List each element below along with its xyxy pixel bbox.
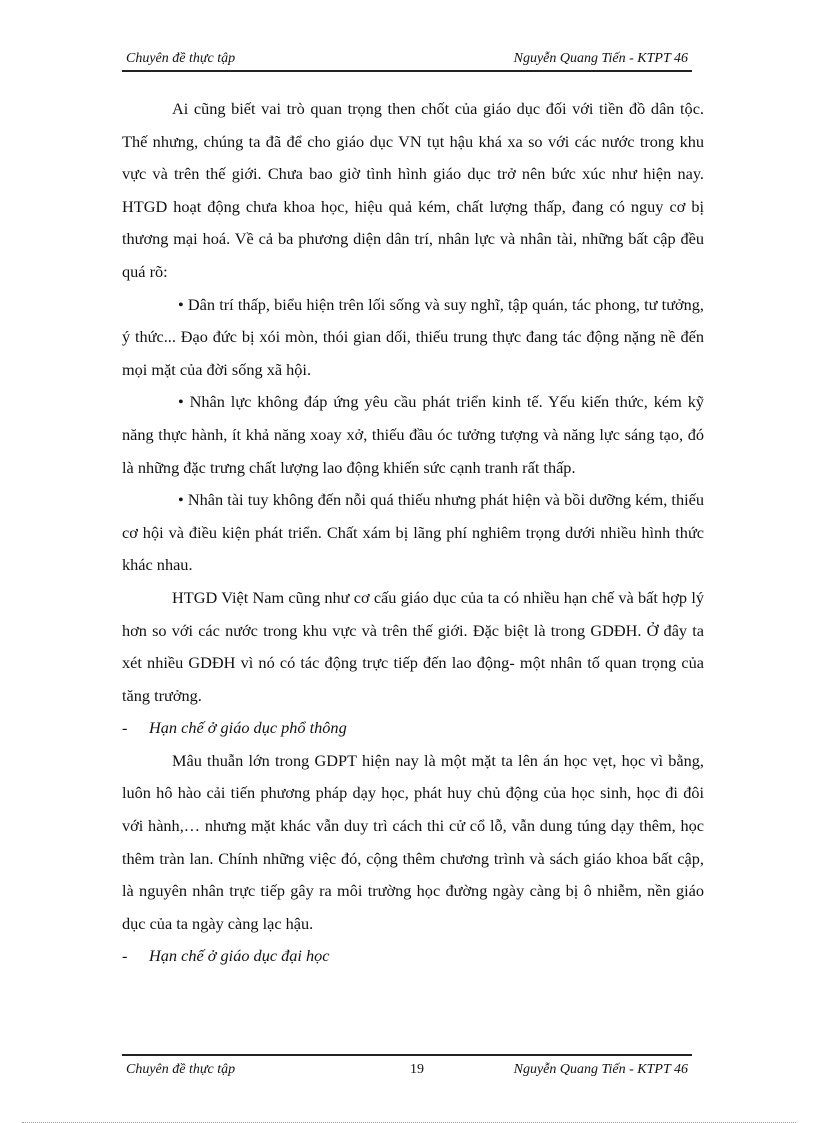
heading-gddh-text: Hạn chế ở giáo dục đại học [149,946,330,966]
footer-author: Nguyễn Quang Tiến - KTPT 46 [513,1062,688,1077]
document-body [122,93,704,973]
header-author: Nguyễn Quang Tiến - KTPT 46 [513,51,688,66]
page-number: 19 [410,1062,424,1077]
header-title: Chuyên đề thực tập [126,51,236,66]
page-footer [122,1054,692,1078]
bullet-nhan-tai: • Nhân tài tuy không đến nỗi quá thiếu nhưng phát hiện và bồi dưỡng kém, thiếu cơ hội và điều kiện phát triển. Chất xám bị lãng phí nghiêm trọng dưới nhiều hình thức khác nhau. [122,490,704,575]
dash-marker: - [122,718,128,738]
page-header [122,50,692,72]
footer-title: Chuyên đề thực tập [126,1062,236,1077]
heading-gdpt-text: Hạn chế ở giáo dục phổ thông [149,718,347,738]
paragraph-htgd: HTGD Việt Nam cũng như cơ cấu giáo dục của ta có nhiều hạn chế và bất hợp lý hơn so với các nước trong khu vực và trên thế giới. Đặc biệt là trong GDĐH. Ở đây ta xét nhiều GDĐH vì nó có tác động trực tiếp đến lao động- một nhân tố quan trọng của tăng trưởng. [122,587,704,705]
bullet-nhan-luc: • Nhân lực không đáp ứng yêu cầu phát triển kinh tế. Yếu kiến thức, kém kỹ năng thực hành, ít khả năng xoay xở, thiếu đầu óc tưởng tượng và năng lực sáng tạo, đó là những đặc trưng chất lượng lao động khiến sức cạnh tranh rất thấp. [122,392,704,477]
paragraph-gdpt: Mâu thuẫn lớn trong GDPT hiện nay là một mặt ta lên án học vẹt, học vì bằng, luôn hô hào cải tiến phương pháp dạy học, phát huy chủ động của học sinh, học đi đôi với hành,… nhưng mặt khác vẫn duy trì cách thi cử cổ lỗ, vẫn dung túng dạy thêm, học thêm tràn lan. Chính những việc đó, cộng thêm chương trình và sách giáo khoa bất cập, là nguyên nhân trực tiếp gây ra môi trường học đường ngày càng bị ô nhiễm, nền giáo dục của ta ngày càng lạc hậu. [122,750,704,933]
bullet-dan-tri: • Dân trí thấp, biểu hiện trên lối sống và suy nghĩ, tập quán, tác phong, tư tưởng, ý thức... Đạo đức bị xói mòn, thói gian dối, thiếu trung thực đang tác động nặng nề đến mọi mặt của đời sống xã hội. [122,294,704,379]
heading-gdpt [122,712,704,745]
dash-marker: - [122,946,128,966]
paragraph-intro: Ai cũng biết vai trò quan trọng then chốt của giáo dục đối với tiền đồ dân tộc. Thế nhưng, chúng ta đã để cho giáo dục VN tụt hậu khá xa so với các nước trong khu vực và trên thế giới. Chưa bao giờ tình hình giáo dục trở nên bức xúc như hiện nay. HTGD hoạt động chưa khoa học, hiệu quả kém, chất lượng thấp, đang có nguy cơ bị thương mại hoá. Về cả ba phương diện dân trí, nhân lực và nhân tài, những bất cập đều quá rõ: [122,99,704,281]
heading-gddh [122,940,704,973]
